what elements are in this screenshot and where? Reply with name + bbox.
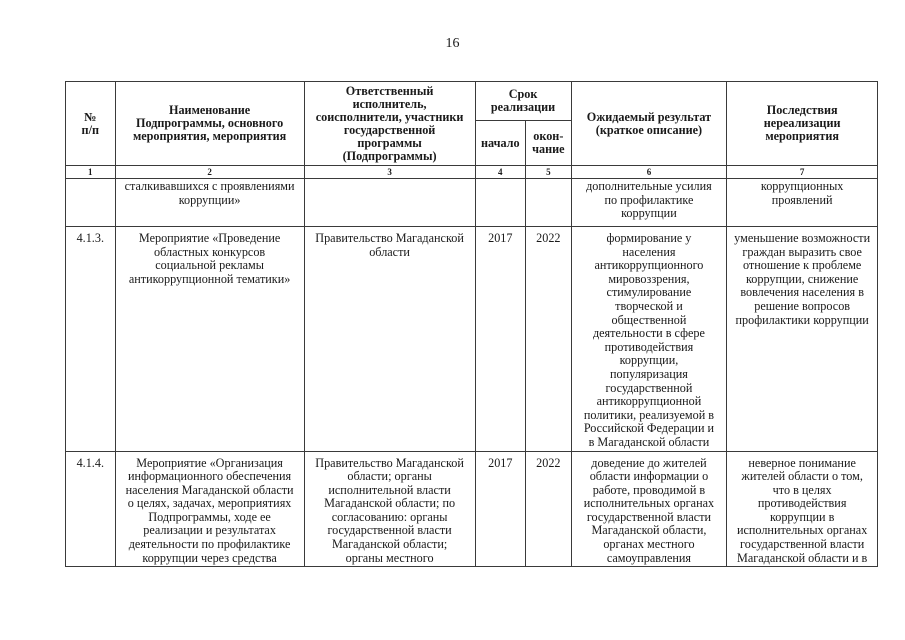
row-responsible: Правительство Магаданской области [304, 227, 475, 452]
header-responsible: Ответственный исполнитель, соисполнители, участники государственной программы (Подпрограммы) [304, 82, 475, 166]
row-start [475, 179, 526, 227]
row-num: 4.1.4. [66, 451, 116, 567]
row-result: доведение до жителей области информации о работе, проводимой в исполнительных органах государственной власти Магаданской области, органах местного самоуправления [571, 451, 727, 567]
column-index: 7 [727, 166, 878, 179]
header-num: № п/п [66, 82, 116, 166]
row-start: 2017 [475, 227, 526, 452]
page-number: 16 [445, 36, 460, 51]
column-index: 4 [475, 166, 526, 179]
row-name: Мероприятие «Проведение областных конкурсов социальной рекламы антикоррупционной тематики» [115, 227, 304, 452]
row-num [66, 179, 116, 227]
row-result: формирование у населения антикоррупционного мировоззрения, стимулирование творческой и общественной деятельности в сфере противодействия коррупции, популяризация государственной антикоррупционной политики, реализуемой в Российской Федерации и в Магаданской области [571, 227, 727, 452]
column-index: 2 [115, 166, 304, 179]
row-end [526, 179, 572, 227]
row-consequences: неверное понимание жителей области о том, что в целях противодействия коррупции в исполнительных органах государственной власти Магаданской области и в [727, 451, 878, 567]
row-consequences: уменьшение возможности граждан выразить свое отношение к проблеме коррупции, снижение вовлечения населения в решение вопросов профилактики коррупции [727, 227, 878, 452]
column-index: 5 [526, 166, 572, 179]
table-row [66, 451, 878, 567]
row-name: сталкивавшихся с проявлениями коррупции» [115, 179, 304, 227]
table-row [66, 227, 878, 452]
header-consequences: Последствия нереализации мероприятия [727, 82, 878, 166]
table-row [66, 179, 878, 227]
header-start: начало [475, 121, 526, 166]
row-num: 4.1.3. [66, 227, 116, 452]
column-index-row [66, 166, 878, 179]
row-end: 2022 [526, 451, 572, 567]
row-responsible: Правительство Магаданской области; органы исполнительной власти Магаданской области; по согласованию: органы государственной власти Магаданской области; органы местного [304, 451, 475, 567]
row-name: Мероприятие «Организация информационного обеспечения населения Магаданской области о целях, задачах, мероприятиях Подпрограммы, ходе ее реализации и результатах деятельности по профилактике коррупции через средства [115, 451, 304, 567]
program-activities-table [65, 81, 878, 567]
header-result: Ожидаемый результат (краткое описание) [571, 82, 727, 166]
column-index: 1 [66, 166, 116, 179]
header-row [66, 82, 878, 121]
row-result: дополнительные усилия по профилактике коррупции [571, 179, 727, 227]
row-end: 2022 [526, 227, 572, 452]
header-name: Наименование Подпрограммы, основного мероприятия, мероприятия [115, 82, 304, 166]
row-consequences: коррупционных проявлений [727, 179, 878, 227]
column-index: 6 [571, 166, 727, 179]
header-term: Срок реализации [475, 82, 571, 121]
header-end: окон- чание [526, 121, 572, 166]
column-index: 3 [304, 166, 475, 179]
row-start: 2017 [475, 451, 526, 567]
row-responsible [304, 179, 475, 227]
